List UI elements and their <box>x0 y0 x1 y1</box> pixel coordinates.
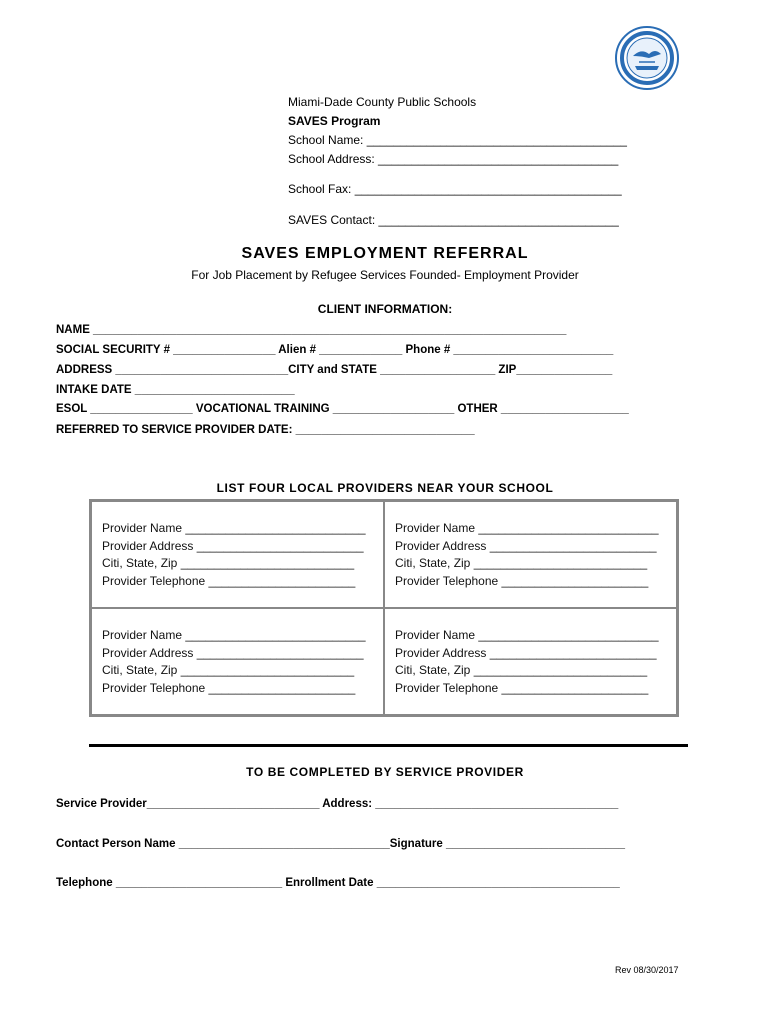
school-address-field[interactable]: School Address: ____________________________________ <box>288 152 619 166</box>
service-provider-address-row[interactable]: Service Provider___________________________ Address: ______________________________________ <box>56 798 619 810</box>
provider-name-field[interactable]: Provider Name ___________________________ <box>395 521 659 535</box>
contact-signature-row[interactable]: Contact Person Name _________________________________Signature ____________________________ <box>56 838 626 850</box>
intake-date-field[interactable]: INTAKE DATE _________________________ <box>56 384 295 396</box>
providers-heading: LIST FOUR LOCAL PROVIDERS NEAR YOUR SCHOOL <box>216 481 554 495</box>
program-name: SAVES Program <box>288 114 381 128</box>
address-city-zip-row[interactable]: ADDRESS ___________________________CITY and STATE __________________ ZIP_______________ <box>56 364 613 376</box>
provider-telephone-field[interactable]: Provider Telephone ______________________ <box>395 680 649 695</box>
page-subtitle: For Job Placement by Refugee Services Founded- Employment Provider <box>191 268 579 282</box>
provider-name-field[interactable]: Provider Name ___________________________ <box>395 628 659 642</box>
school-district-seal-icon <box>615 26 679 90</box>
esol-vocational-other-row[interactable]: ESOL ________________ VOCATIONAL TRAINING ___________________ OTHER ____________________ <box>56 403 629 415</box>
school-fax-field[interactable]: School Fax: ________________________________________ <box>288 182 622 196</box>
provider-city-state-zip-field[interactable]: Citi, State, Zip __________________________ <box>102 556 355 570</box>
revision-date: Rev 08/30/2017 <box>615 965 679 975</box>
providers-grid <box>89 499 679 717</box>
provider-name-field[interactable]: Provider Name ___________________________ <box>102 521 366 535</box>
page-title: SAVES EMPLOYMENT REFERRAL <box>241 245 529 262</box>
provider-cell-3 <box>91 608 384 715</box>
school-name-field[interactable]: School Name: _______________________________________ <box>288 133 627 147</box>
provider-address-field[interactable]: Provider Address _________________________ <box>102 645 364 660</box>
client-info-heading: CLIENT INFORMATION: <box>317 302 453 316</box>
telephone-enrollment-row[interactable]: Telephone __________________________ Enrollment Date ______________________________________ <box>56 877 620 889</box>
provider-cell-2 <box>384 501 677 608</box>
provider-address-field[interactable]: Provider Address _________________________ <box>395 538 657 553</box>
ssn-alien-phone-row[interactable]: SOCIAL SECURITY # ________________ Alien # _____________ Phone # _________________________ <box>56 344 614 356</box>
service-provider-heading: TO BE COMPLETED BY SERVICE PROVIDER <box>246 765 524 779</box>
saves-contact-field[interactable]: SAVES Contact: ____________________________________ <box>288 213 619 227</box>
provider-city-state-zip-field[interactable]: Citi, State, Zip __________________________ <box>102 663 355 677</box>
client-name-field[interactable]: NAME __________________________________________________________________________ <box>56 324 567 336</box>
provider-cell-4 <box>384 608 677 715</box>
provider-address-field[interactable]: Provider Address _________________________ <box>395 645 657 660</box>
provider-name-field[interactable]: Provider Name ___________________________ <box>102 628 366 642</box>
provider-telephone-field[interactable]: Provider Telephone ______________________ <box>102 680 356 695</box>
section-divider <box>89 744 688 747</box>
provider-city-state-zip-field[interactable]: Citi, State, Zip __________________________ <box>395 556 648 570</box>
provider-city-state-zip-field[interactable]: Citi, State, Zip __________________________ <box>395 663 648 677</box>
provider-cell-1 <box>91 501 384 608</box>
provider-telephone-field[interactable]: Provider Telephone ______________________ <box>102 573 356 588</box>
provider-address-field[interactable]: Provider Address _________________________ <box>102 538 364 553</box>
referred-date-field[interactable]: REFERRED TO SERVICE PROVIDER DATE: ____________________________ <box>56 424 475 436</box>
provider-telephone-field[interactable]: Provider Telephone ______________________ <box>395 573 649 588</box>
org-name: Miami-Dade County Public Schools <box>288 95 477 109</box>
